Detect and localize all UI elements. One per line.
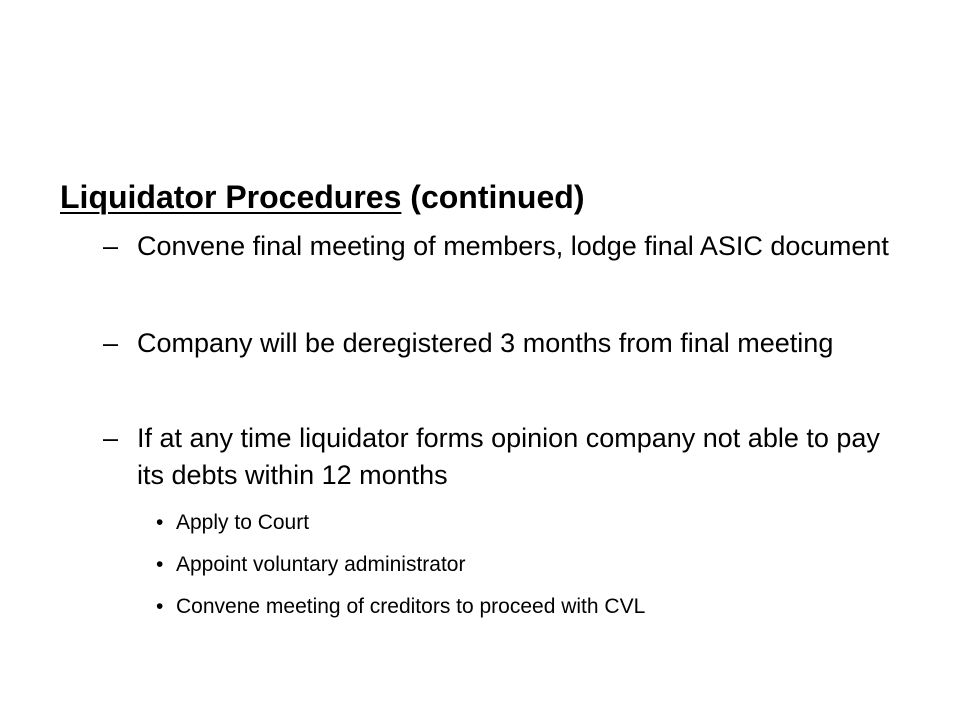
bullet-marker: • [156,595,164,618]
bullet-marker: • [156,553,164,576]
subpoint-item [156,550,916,580]
heading-suffix: (continued) [410,179,585,215]
subpoint-item [156,508,916,538]
point-item [103,228,903,265]
bullet-marker: • [156,511,164,534]
subpoint-item [156,592,916,622]
point-text: Company will be deregistered 3 months from final meeting [137,328,834,358]
slide-heading [60,175,584,219]
heading-underlined-title: Liquidator Procedures [60,179,402,215]
point-item [103,325,903,362]
dash-marker: – [103,328,119,358]
dash-marker: – [103,423,119,453]
dash-marker: – [103,231,119,261]
point-item [103,420,903,494]
point-text: Convene final meeting of members, lodge final ASIC document [137,231,889,261]
subpoint-text: Apply to Court [176,511,310,534]
subpoint-text: Appoint voluntary administrator [176,553,466,576]
point-text: If at any time liquidator forms opinion company not able to pay its debts within 12 months [137,423,880,490]
subpoint-text: Convene meeting of creditors to proceed with CVL [176,595,646,618]
